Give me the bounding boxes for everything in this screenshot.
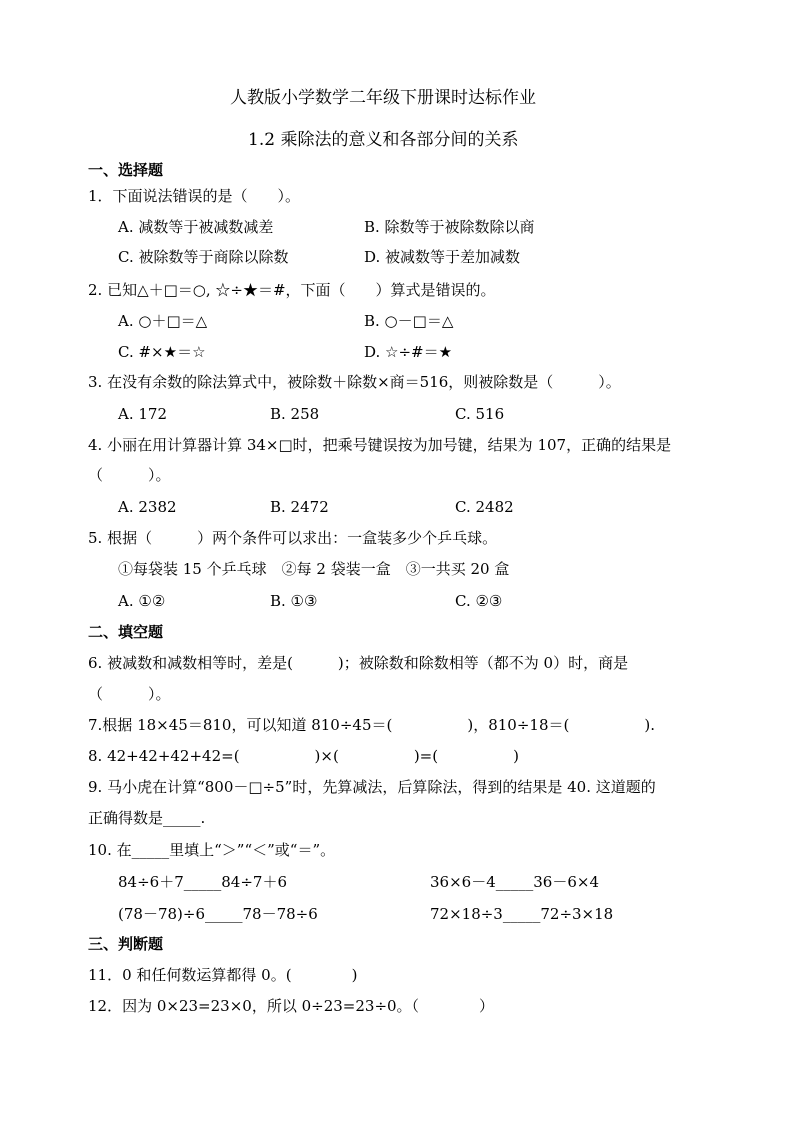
question-2: 2. 已知△＋□＝○, ☆÷★＝#，下面（ ）算式是错误的。 — [88, 281, 496, 299]
q10-item-2: 36×6－4_____36－6×4 — [430, 873, 599, 891]
question-5: 5. 根据（ ）两个条件可以求出：一盒装多少个乒乓球。 — [88, 529, 498, 547]
question-9-line2: 正确得数是_____. — [88, 809, 206, 827]
question-9-line1: 9. 马小虎在计算“800－□÷5”时，先算减法，后算除法，得到的结果是 40. 这道题的 — [88, 778, 656, 796]
q5-option-c: C. ②③ — [455, 592, 503, 610]
q3-option-c: C. 516 — [455, 405, 505, 423]
section-heading-judge: 三、判断题 — [88, 935, 164, 953]
q10-item-1: 84÷6＋7_____84÷7＋6 — [118, 873, 287, 891]
q1-option-a: A. 减数等于被减数减差 — [118, 218, 274, 236]
q3-option-b: B. 258 — [270, 405, 320, 423]
section-heading-choice: 一、选择题 — [88, 161, 164, 179]
question-4-line1: 4. 小丽在用计算器计算 34×□时，把乘号键误按为加号键，结果为 107，正确的结果是 — [88, 436, 672, 454]
question-7: 7.根据 18×45＝810，可以知道 810÷45＝( )，810÷18＝( ). — [88, 716, 655, 734]
section-heading-fill: 二、填空题 — [88, 623, 164, 641]
q10-item-4: 72×18÷3_____72÷3×18 — [430, 905, 614, 923]
question-6-line1: 6. 被减数和减数相等时，差是( )；被除数和除数相等（都不为 0）时，商是 — [88, 654, 629, 672]
q5-option-b: B. ①③ — [270, 592, 318, 610]
q2-option-d: D. ☆÷#＝★ — [364, 343, 453, 361]
question-11: 11．0 和任何数运算都得 0。( ) — [88, 966, 358, 984]
q3-option-a: A. 172 — [118, 405, 167, 423]
page-subtitle: 1.2 乘除法的意义和各部分间的关系 — [248, 130, 519, 150]
question-3: 3. 在没有余数的除法算式中，被除数＋除数×商＝516，则被除数是（ ）。 — [88, 373, 621, 391]
question-12: 12．因为 0×23=23×0，所以 0÷23=23÷0。（ ） — [88, 997, 495, 1015]
q2-option-c: C. #×★＝☆ — [118, 343, 206, 361]
q5-conditions: ①每袋装 15 个乒乓球 ②每 2 袋装一盒 ③一共买 20 盒 — [118, 560, 510, 578]
q4-option-a: A. 2382 — [118, 498, 177, 516]
question-8: 8. 42+42+42+42=( )×( )=( ) — [88, 747, 519, 765]
question-6-line2: （ ）。 — [88, 685, 171, 703]
q2-option-b: B. ○－□＝△ — [364, 312, 454, 330]
page-title: 人教版小学数学二年级下册课时达标作业 — [230, 88, 536, 108]
question-1: 1．下面说法错误的是（ ）。 — [88, 187, 301, 205]
q2-option-a: A. ○＋□＝△ — [118, 312, 208, 330]
question-4-line2: （ ）。 — [88, 466, 171, 484]
q4-option-b: B. 2472 — [270, 498, 329, 516]
question-10: 10. 在_____里填上“＞”“＜”或“＝”。 — [88, 841, 336, 859]
q5-option-a: A. ①② — [118, 592, 166, 610]
q10-item-3: (78－78)÷6_____78－78÷6 — [118, 905, 318, 923]
q1-option-c: C. 被除数等于商除以除数 — [118, 248, 289, 266]
q1-option-d: D. 被减数等于差加减数 — [364, 248, 521, 266]
q4-option-c: C. 2482 — [455, 498, 514, 516]
q1-option-b: B. 除数等于被除数除以商 — [364, 218, 535, 236]
